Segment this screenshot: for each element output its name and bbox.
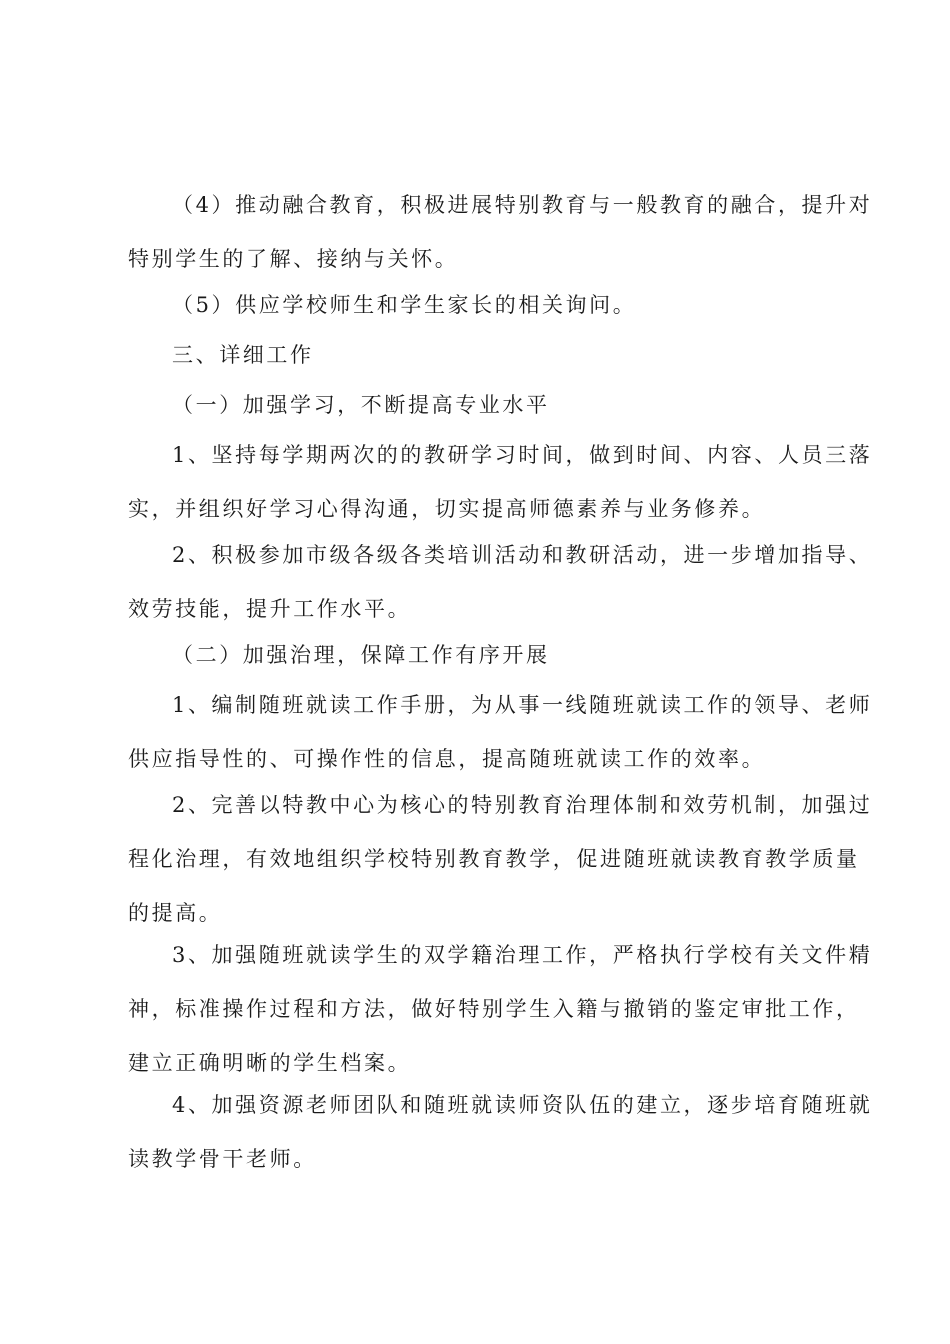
text-line: （二）加强治理，保障工作有序开展 [172, 643, 550, 667]
paragraph-management-4 [128, 1078, 873, 1186]
text-line: （一）加强学习，不断提高专业水平 [172, 393, 550, 417]
text-line: 程化治理，有效地组织学校特别教育教学，促进随班就读教育教学质量 [128, 847, 860, 871]
paragraph-study-2 [128, 528, 873, 636]
text-line: 实，并组织好学习心得沟通，切实提高师德素养与业务修养。 [128, 497, 766, 521]
paragraph-item-5 [128, 278, 838, 332]
text-line: 效劳技能，提升工作水平。 [128, 597, 412, 621]
subheading-two [128, 628, 838, 682]
text-line: 1、编制随班就读工作手册，为从事一线随班就读工作的领导、老师 [172, 693, 873, 717]
text-line: （4）推动融合教育，积极进展特别教育与一般教育的融合，提升对 [172, 193, 873, 217]
text-line: 三、详细工作 [172, 343, 314, 367]
text-line: 读教学骨干老师。 [128, 1147, 317, 1171]
text-line: 4、加强资源老师团队和随班就读师资队伍的建立，逐步培育随班就 [172, 1093, 873, 1117]
text-line: 建立正确明晰的学生档案。 [128, 1051, 412, 1075]
text-line: 2、积极参加市级各级各类培训活动和教研活动，进一步增加指导、 [172, 543, 873, 567]
text-line: 的提高。 [128, 901, 223, 925]
text-line: 供应指导性的、可操作性的信息，提高随班就读工作的效率。 [128, 747, 766, 771]
text-line: 3、加强随班就读学生的双学籍治理工作，严格执行学校有关文件精 [172, 943, 873, 967]
text-line: 神，标准操作过程和方法，做好特别学生入籍与撤销的鉴定审批工作， [128, 997, 860, 1021]
text-line: 1、坚持每学期两次的的教研学习时间，做到时间、内容、人员三落 [172, 443, 873, 467]
text-line: 特别学生的了解、接纳与关怀。 [128, 247, 459, 271]
paragraph-study-1 [128, 428, 873, 536]
paragraph-management-1 [128, 678, 873, 786]
paragraph-item-4 [128, 178, 873, 286]
text-line: 2、完善以特教中心为核心的特别教育治理体制和效劳机制，加强过 [172, 793, 873, 817]
subheading-one [128, 378, 838, 432]
section-heading-three [128, 328, 838, 382]
paragraph-management-3 [128, 928, 873, 1090]
paragraph-management-2 [128, 778, 873, 940]
text-line: （5）供应学校师生和学生家长的相关询问。 [172, 293, 637, 317]
